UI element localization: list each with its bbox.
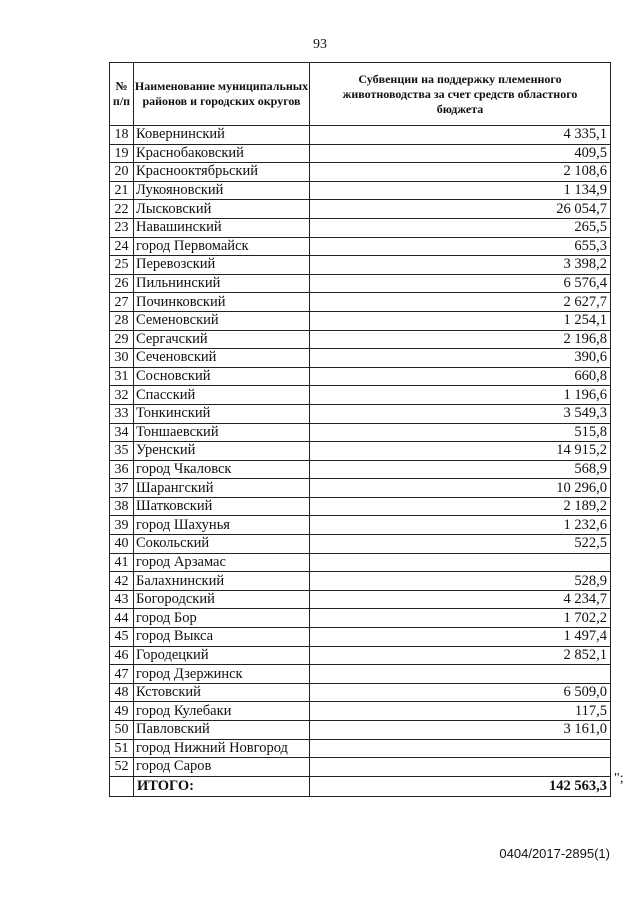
row-number: 32 <box>110 386 134 405</box>
table-row <box>110 497 611 516</box>
total-label: ИТОГО: <box>134 776 310 796</box>
subsidy-value: 660,8 <box>310 367 611 386</box>
table-row <box>110 144 611 163</box>
district-name: Городецкий <box>134 646 310 665</box>
table-row <box>110 628 611 647</box>
row-number: 40 <box>110 535 134 554</box>
subsidy-value: 568,9 <box>310 460 611 479</box>
row-number: 19 <box>110 144 134 163</box>
subsidy-value: 3 398,2 <box>310 256 611 275</box>
header-num: № п/п <box>110 63 134 126</box>
total-row <box>110 776 611 796</box>
table-row <box>110 739 611 758</box>
subsidy-value: 26 054,7 <box>310 200 611 219</box>
row-number: 35 <box>110 442 134 461</box>
district-name: Краснобаковский <box>134 144 310 163</box>
row-number: 37 <box>110 479 134 498</box>
table-row <box>110 460 611 479</box>
subsidy-value: 10 296,0 <box>310 479 611 498</box>
district-name: Навашинский <box>134 218 310 237</box>
district-name: Уренский <box>134 442 310 461</box>
table-row <box>110 479 611 498</box>
subsidy-value: 515,8 <box>310 423 611 442</box>
table-row <box>110 200 611 219</box>
district-name: Семеновский <box>134 311 310 330</box>
subsidy-value: 3 161,0 <box>310 721 611 740</box>
row-number: 49 <box>110 702 134 721</box>
subsidy-value <box>310 758 611 777</box>
row-number: 36 <box>110 460 134 479</box>
table-row <box>110 702 611 721</box>
district-name: город Шахунья <box>134 516 310 535</box>
district-name: Пильнинский <box>134 274 310 293</box>
subsidy-value: 409,5 <box>310 144 611 163</box>
district-name: Тоншаевский <box>134 423 310 442</box>
table-row <box>110 442 611 461</box>
total-value: 142 563,3 <box>310 776 611 796</box>
table-row <box>110 535 611 554</box>
row-number: 28 <box>110 311 134 330</box>
table-row <box>110 646 611 665</box>
row-number: 51 <box>110 739 134 758</box>
table-row <box>110 516 611 535</box>
table-row <box>110 367 611 386</box>
district-name: город Кулебаки <box>134 702 310 721</box>
subsidy-value <box>310 739 611 758</box>
page-number: 93 <box>313 37 327 52</box>
district-name: Павловский <box>134 721 310 740</box>
subsidy-value: 4 335,1 <box>310 126 611 145</box>
row-number: 30 <box>110 349 134 368</box>
table-row <box>110 274 611 293</box>
header-name: Наименование муниципальных районов и городских округов <box>134 63 310 126</box>
table-row <box>110 293 611 312</box>
district-name: Сергачский <box>134 330 310 349</box>
subsidy-value: 6 509,0 <box>310 683 611 702</box>
district-name: Спасский <box>134 386 310 405</box>
table-row <box>110 218 611 237</box>
subsidy-value: 390,6 <box>310 349 611 368</box>
district-name: город Выкса <box>134 628 310 647</box>
district-name: Краснооктябрьский <box>134 163 310 182</box>
district-name: город Чкаловск <box>134 460 310 479</box>
district-name: Сеченовский <box>134 349 310 368</box>
district-name: город Арзамас <box>134 553 310 572</box>
table-row <box>110 721 611 740</box>
district-name: Балахнинский <box>134 572 310 591</box>
subsidy-value: 1 196,6 <box>310 386 611 405</box>
table-row <box>110 590 611 609</box>
district-name: Кстовский <box>134 683 310 702</box>
row-number: 29 <box>110 330 134 349</box>
table-row <box>110 572 611 591</box>
row-number: 27 <box>110 293 134 312</box>
subsidy-value: 117,5 <box>310 702 611 721</box>
district-name: Лукояновский <box>134 181 310 200</box>
subsidy-value: 4 234,7 <box>310 590 611 609</box>
district-name: город Бор <box>134 609 310 628</box>
district-name: город Нижний Новгород <box>134 739 310 758</box>
subsidy-value: 2 108,6 <box>310 163 611 182</box>
subsidy-value: 3 549,3 <box>310 404 611 423</box>
subsidy-value: 2 852,1 <box>310 646 611 665</box>
table-row <box>110 386 611 405</box>
row-number: 47 <box>110 665 134 684</box>
table-header-row <box>110 63 611 126</box>
district-name: Сокольский <box>134 535 310 554</box>
subsidy-value: 655,3 <box>310 237 611 256</box>
table-row <box>110 665 611 684</box>
subsidy-value: 1 497,4 <box>310 628 611 647</box>
row-number: 42 <box>110 572 134 591</box>
row-number: 50 <box>110 721 134 740</box>
table-row <box>110 423 611 442</box>
district-name: Лысковский <box>134 200 310 219</box>
subsidy-value: 2 189,2 <box>310 497 611 516</box>
district-name: город Дзержинск <box>134 665 310 684</box>
district-name: Шатковский <box>134 497 310 516</box>
subsidy-value <box>310 553 611 572</box>
subsidy-value: 522,5 <box>310 535 611 554</box>
subsidy-value: 1 134,9 <box>310 181 611 200</box>
row-number: 48 <box>110 683 134 702</box>
table-row <box>110 311 611 330</box>
row-number: 22 <box>110 200 134 219</box>
table-row <box>110 330 611 349</box>
row-number: 25 <box>110 256 134 275</box>
district-name: Сосновский <box>134 367 310 386</box>
district-name: Тонкинский <box>134 404 310 423</box>
table-row <box>110 163 611 182</box>
row-number: 41 <box>110 553 134 572</box>
subsidy-value: 2 627,7 <box>310 293 611 312</box>
row-number: 18 <box>110 126 134 145</box>
subsidy-table <box>109 62 611 797</box>
subsidy-value <box>310 665 611 684</box>
closing-quote: "; <box>614 771 624 786</box>
table-row <box>110 181 611 200</box>
subsidy-value: 1 254,1 <box>310 311 611 330</box>
row-number: 24 <box>110 237 134 256</box>
row-number: 39 <box>110 516 134 535</box>
row-number: 31 <box>110 367 134 386</box>
district-name: город Саров <box>134 758 310 777</box>
row-number: 38 <box>110 497 134 516</box>
table-row <box>110 404 611 423</box>
row-number: 46 <box>110 646 134 665</box>
table-row <box>110 758 611 777</box>
row-number: 43 <box>110 590 134 609</box>
row-number: 33 <box>110 404 134 423</box>
district-name: Починковский <box>134 293 310 312</box>
district-name: Богородский <box>134 590 310 609</box>
subsidy-value: 265,5 <box>310 218 611 237</box>
row-number: 23 <box>110 218 134 237</box>
document-code: 0404/2017-2895(1) <box>499 846 610 861</box>
row-number: 26 <box>110 274 134 293</box>
table-row <box>110 609 611 628</box>
total-empty-cell <box>110 776 134 796</box>
row-number: 21 <box>110 181 134 200</box>
subsidy-value: 14 915,2 <box>310 442 611 461</box>
table-row <box>110 349 611 368</box>
table-row <box>110 553 611 572</box>
subsidy-value: 1 702,2 <box>310 609 611 628</box>
table-row <box>110 256 611 275</box>
header-value: Субвенции на поддержку племенного животноводства за счет средств областного бюджета <box>310 63 611 126</box>
row-number: 34 <box>110 423 134 442</box>
table-row <box>110 237 611 256</box>
table-row <box>110 126 611 145</box>
row-number: 20 <box>110 163 134 182</box>
subsidy-value: 2 196,8 <box>310 330 611 349</box>
district-name: Шарангский <box>134 479 310 498</box>
district-name: город Первомайск <box>134 237 310 256</box>
subsidy-value: 1 232,6 <box>310 516 611 535</box>
row-number: 44 <box>110 609 134 628</box>
district-name: Ковернинский <box>134 126 310 145</box>
row-number: 52 <box>110 758 134 777</box>
table-row <box>110 683 611 702</box>
subsidy-value: 528,9 <box>310 572 611 591</box>
row-number: 45 <box>110 628 134 647</box>
subsidy-value: 6 576,4 <box>310 274 611 293</box>
district-name: Перевозский <box>134 256 310 275</box>
